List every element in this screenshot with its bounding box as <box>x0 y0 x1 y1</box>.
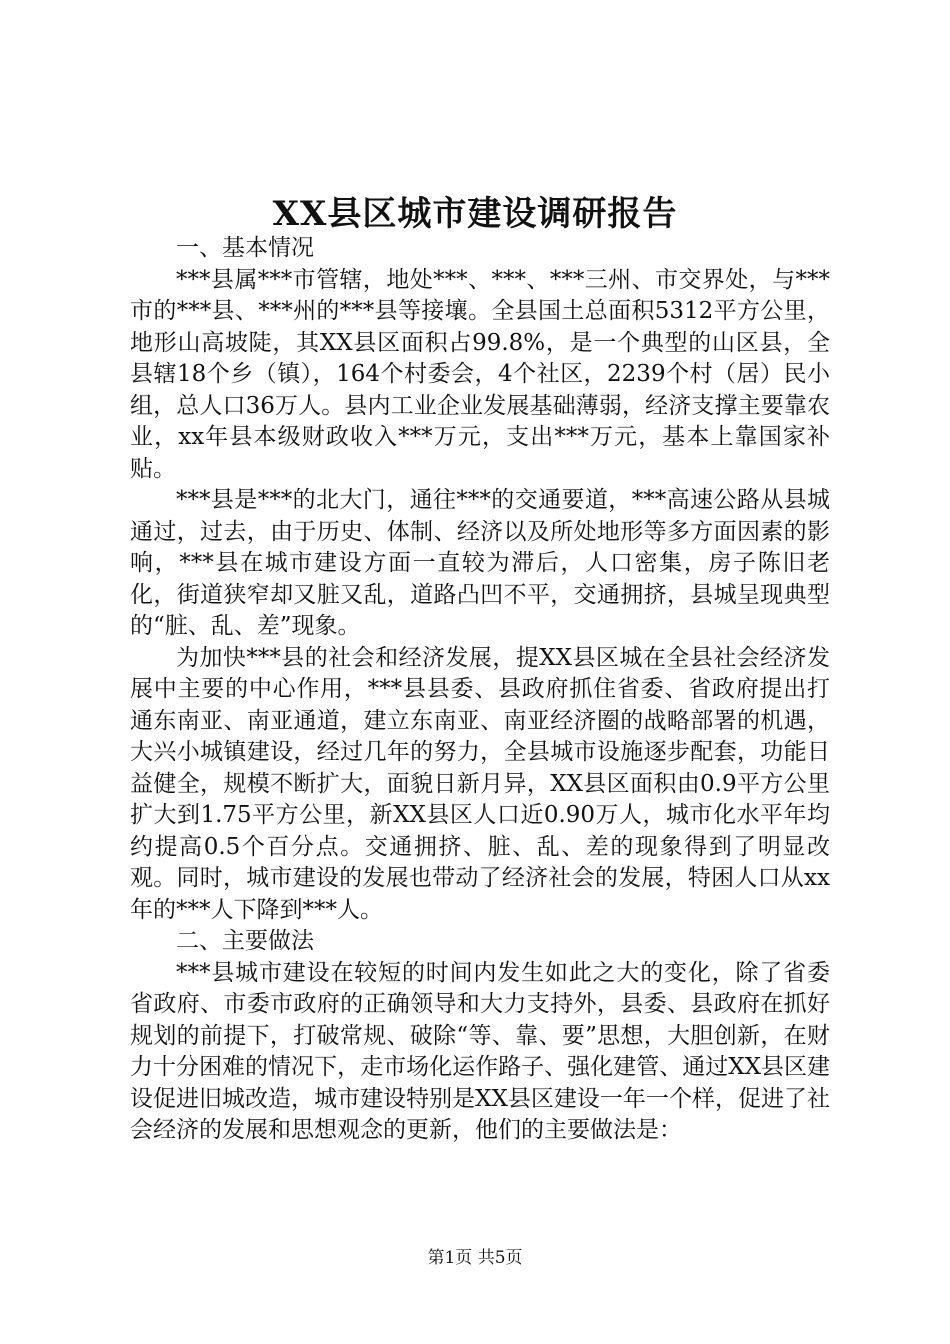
document-body <box>130 233 830 1147</box>
paragraph: ***县属***市管辖，地处***、***、***三州、市交界处，与***市的***县、***州的***县等接壤。全县国土总面积5312平方公里，地形山高坡陡，其XX县区面积占99.8%，是一个典型的山区县，全县辖18个乡（镇），164个村委会，4个社区，2239个村（居）民小组，总人口36万人。县内工业企业发展基础薄弱，经济支撑主要靠农业，xx年县本级财政收入***万元，支出***万元，基本上靠国家补贴。 <box>130 266 830 482</box>
section-heading: 一、基本情况 <box>176 235 314 261</box>
paragraph: ***县城市建设在较短的时间内发生如此之大的变化，除了省委省政府、市委市政府的正确领导和大力支持外，县委、县政府在抓好规划的前提下，打破常规、破除“等、靠、要”思想，大胆创新，在财力十分困难的情况下，走市场化运作路子、强化建管、通过XX县区建设促进旧城改造，城市建设特别是XX县区建设一年一个样，促进了社会经济的发展和思想观念的更新，他们的主要做法是： <box>130 959 830 1143</box>
document-title: XX县区城市建设调研报告 <box>272 194 678 234</box>
section-heading: 二、主要做法 <box>176 928 314 954</box>
page-footer: 第1页 共5页 <box>427 1248 523 1268</box>
paragraph: ***县是***的北大门，通往***的交通要道，***高速公路从县城通过，过去，由于历史、体制、经济以及所处地形等多方面因素的影响，***县在城市建设方面一直较为滞后，人口密集，房子陈旧老化，街道狭窄却又脏又乱，道路凸凹不平，交通拥挤，县城呈现典型的“脏、乱、差”现象。 <box>130 487 830 639</box>
paragraph: 为加快***县的社会和经济发展，提XX县区城在全县社会经济发展中主要的中心作用，***县县委、县政府抓住省委、省政府提出打通东南亚、南亚通道，建立东南亚、南亚经济圈的战略部署的机遇，大兴小城镇建设，经过几年的努力，全县城市设施逐步配套，功能日益健全，规模不断扩大，面貌日新月异，XX县区面积由0.9平方公里扩大到1.75平方公里，新XX县区人口近0.90万人，城市化水平年均约提高0.5个百分点。交通拥挤、脏、乱、差的现象得到了明显改观。同时，城市建设的发展也带动了经济社会的发展，特困人口从xx年的***人下降到***人。 <box>130 644 830 923</box>
